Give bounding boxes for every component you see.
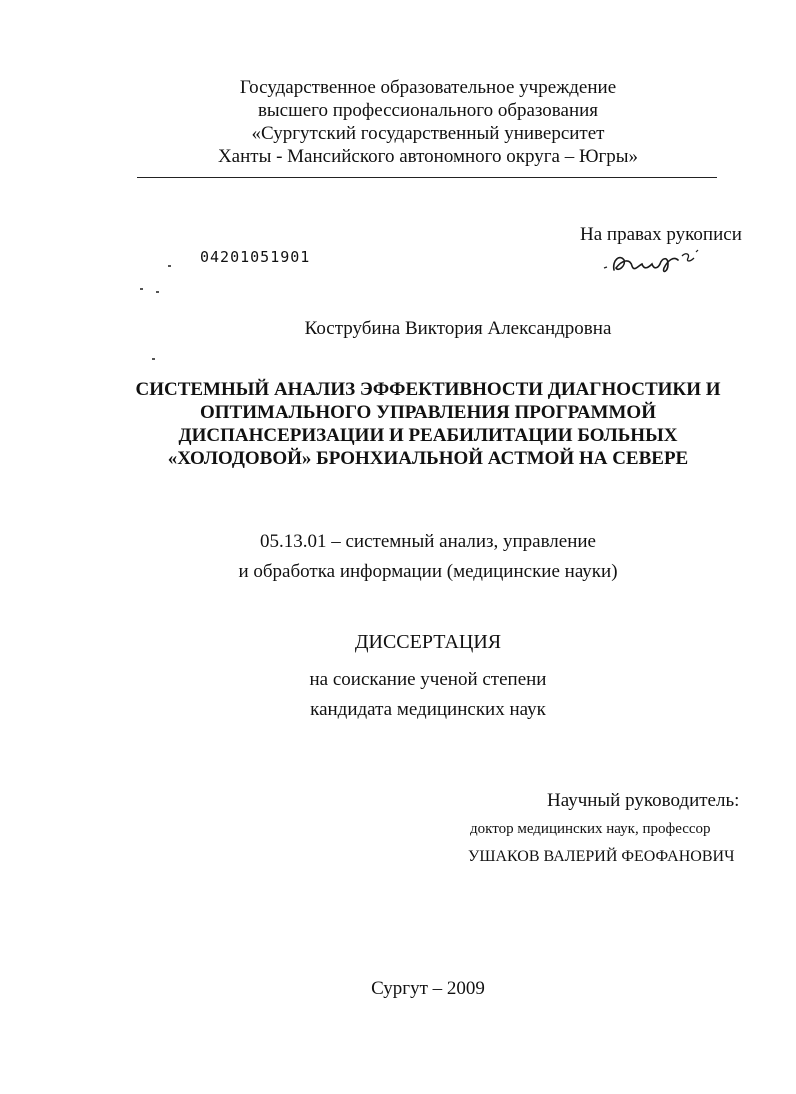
- scan-speck: [168, 265, 171, 267]
- title-line: «ХОЛОДОВОЙ» БРОНХИАЛЬНОЙ АСТМОЙ НА СЕВЕРЕ: [167, 448, 689, 469]
- scan-speck: [156, 291, 159, 293]
- supervisor-name: УШАКОВ ВАЛЕРИЙ ФЕОФАНОВИЧ: [468, 848, 735, 865]
- title-line: ДИСПАНСЕРИЗАЦИИ И РЕАБИЛИТАЦИИ БОЛЬНЫХ: [178, 425, 678, 446]
- degree-line: кандидата медицинских наук: [310, 699, 546, 720]
- institution-line: «Сургутский государственный университет: [251, 123, 605, 144]
- institution-header: [30, 76, 796, 168]
- city-year: Сургут – 2009: [371, 978, 485, 999]
- specialty-code: [30, 527, 796, 587]
- rights-note: На правах рукописи: [580, 224, 742, 245]
- supervisor-title: доктор медицинских наук, профессор: [470, 821, 711, 837]
- institution-line: высшего профессионального образования: [257, 100, 599, 121]
- title-line: ОПТИМАЛЬНОГО УПРАВЛЕНИЯ ПРОГРАММОЙ: [200, 402, 656, 423]
- degree-sought: [30, 665, 796, 725]
- institution-line: Ханты - Мансийского автономного округа – Югры»: [217, 146, 639, 167]
- scan-speck: [140, 288, 143, 290]
- supervisor-label: Научный руководитель:: [547, 790, 740, 811]
- document-type: ДИССЕРТАЦИЯ: [354, 631, 502, 653]
- author-name: Кострубина Виктория Александровна: [304, 318, 612, 339]
- specialty-line: 05.13.01 – системный анализ, управление: [259, 531, 596, 552]
- institution-line: Государственное образовательное учреждение: [239, 77, 617, 98]
- title-line: СИСТЕМНЫЙ АНАЛИЗ ЭФФЕКТИВНОСТИ ДИАГНОСТИКИ И: [135, 379, 721, 400]
- catalog-number: 04201051901: [200, 248, 311, 266]
- scan-speck: [152, 358, 155, 360]
- header-divider: [137, 177, 717, 178]
- specialty-line: и обработка информации (медицинские науки): [238, 561, 618, 582]
- handwritten-signature: [598, 246, 708, 280]
- dissertation-title: [30, 378, 796, 470]
- degree-line: на соискание ученой степени: [309, 669, 547, 690]
